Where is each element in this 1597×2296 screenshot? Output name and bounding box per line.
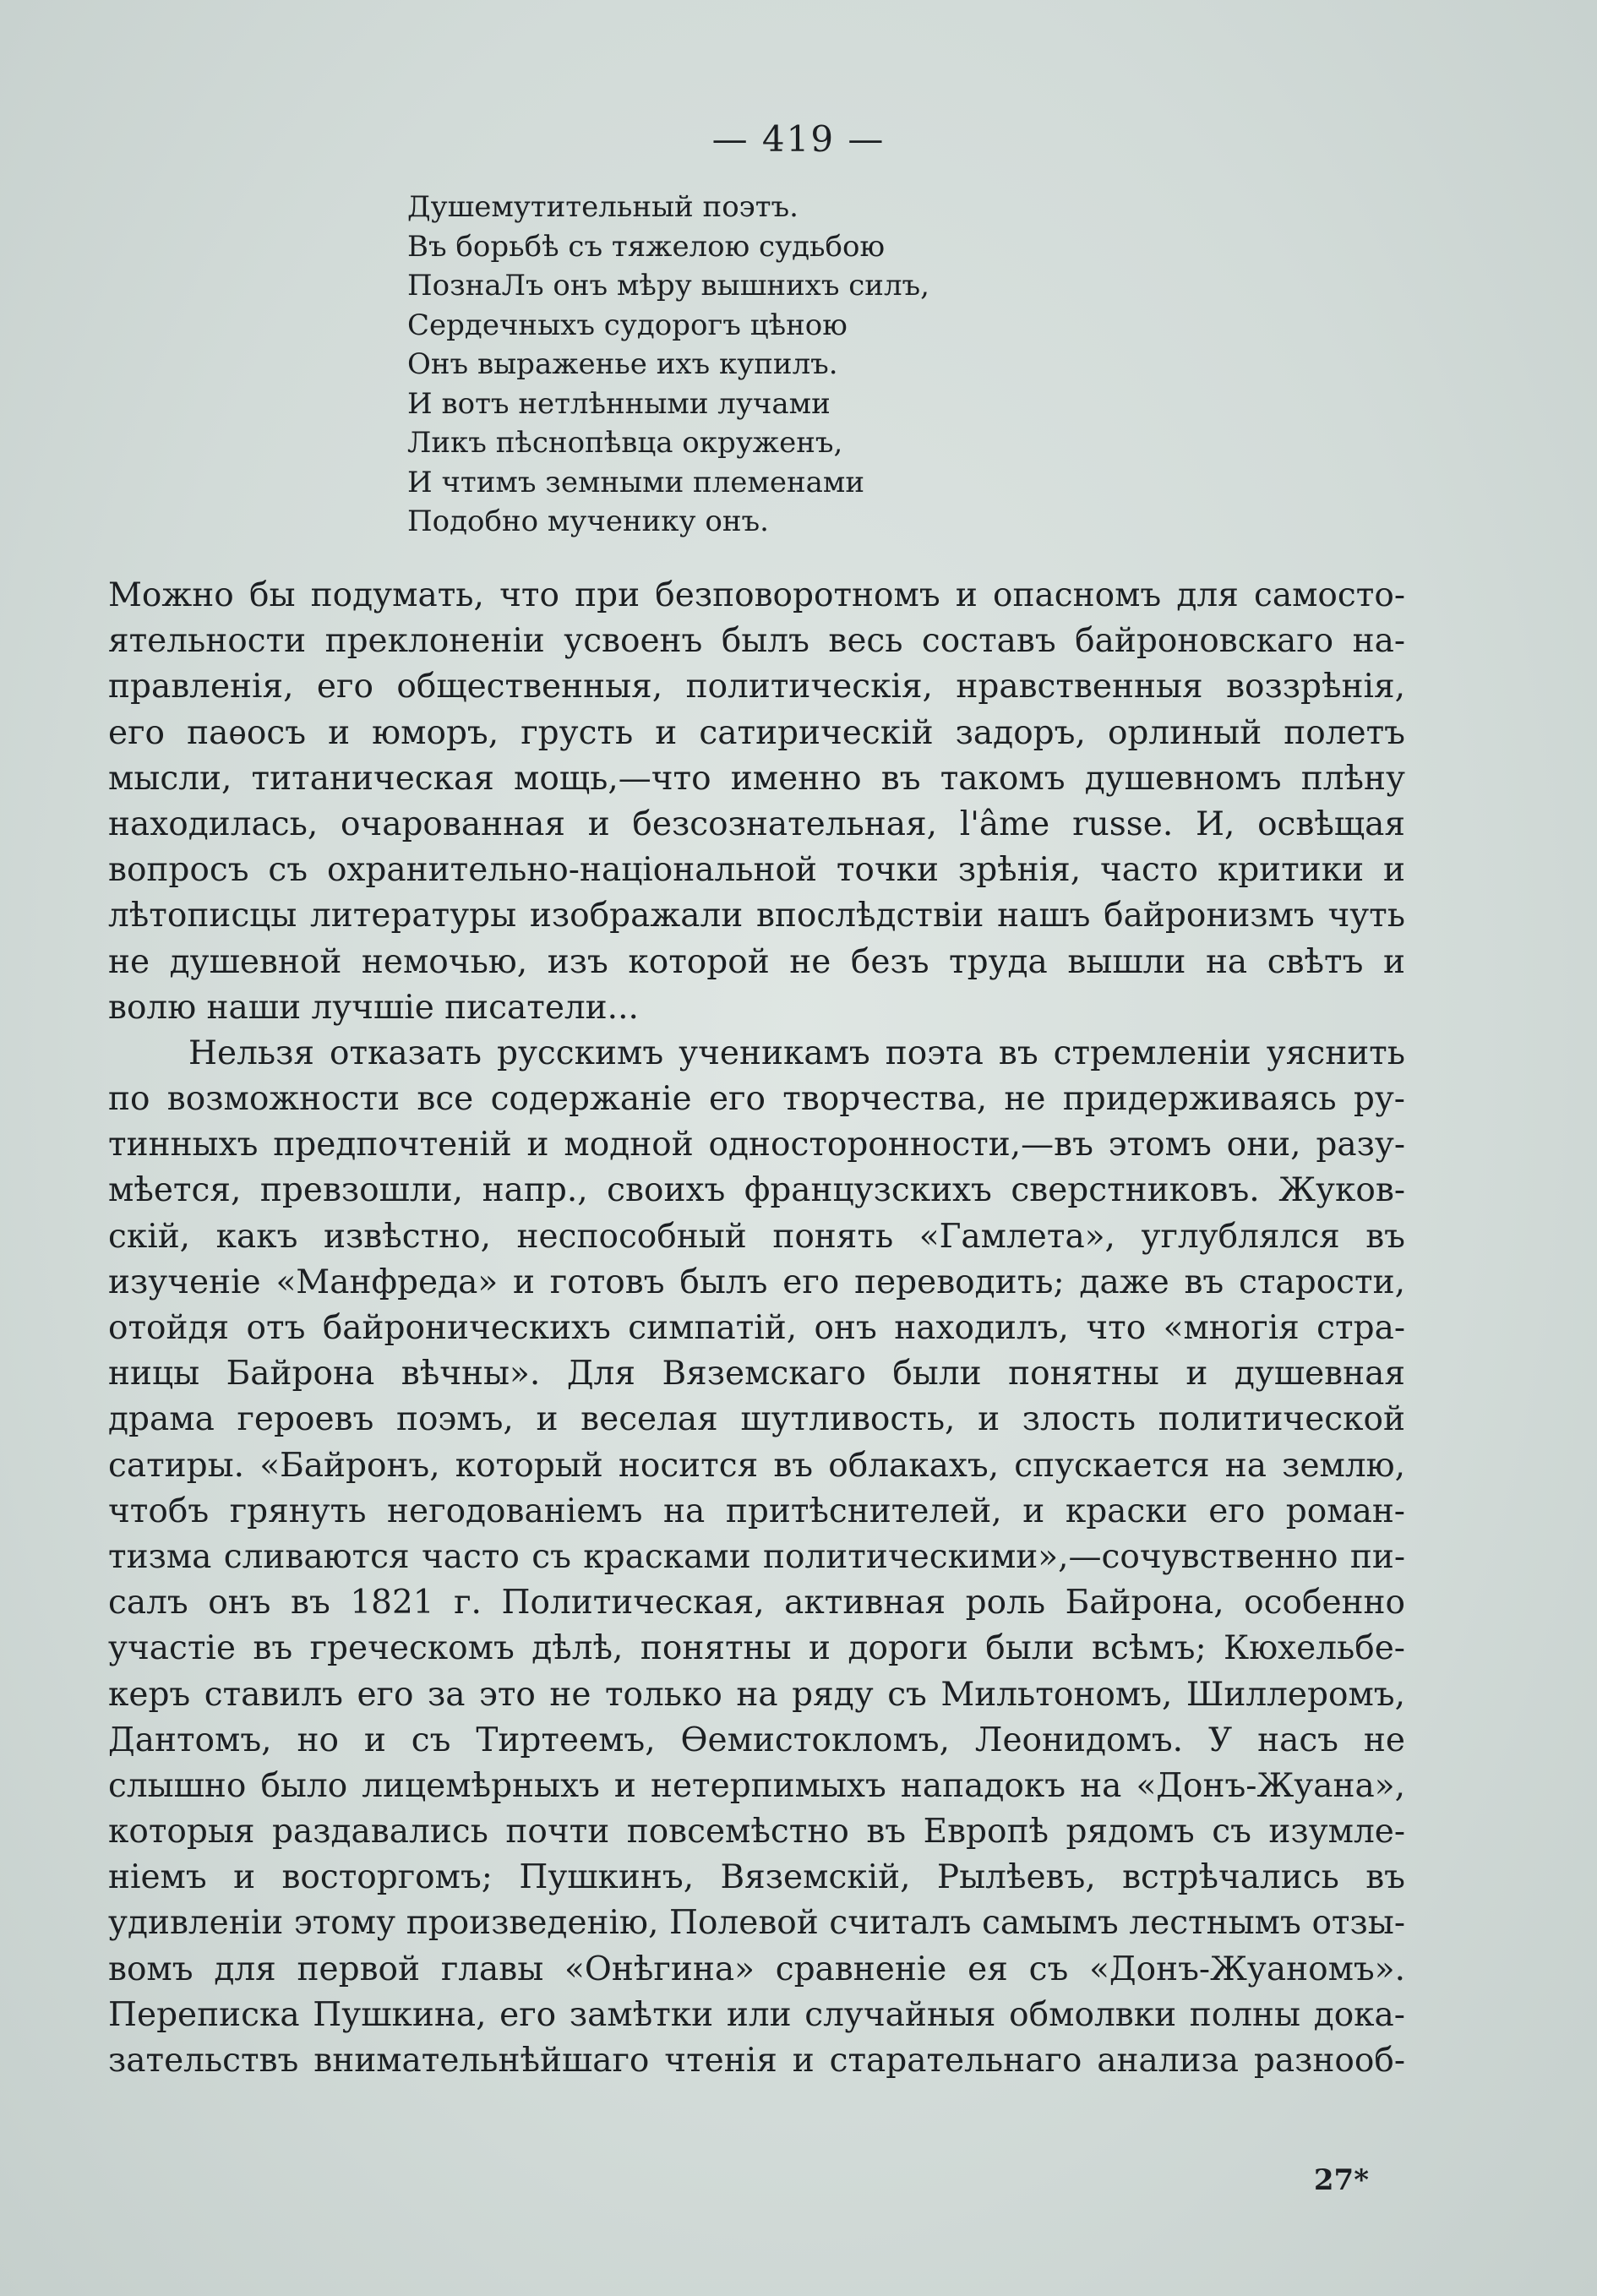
- text-line: его паѳосъ и юморъ, грусть и сатирическій задоръ, орлиный полетъ: [108, 713, 1405, 752]
- text-line: находилась, очарованная и безсознательная, l'âme russe. И, освѣщая: [108, 804, 1405, 843]
- text-line: лѣтописцы литературы изображали впослѣдствіи нашъ байронизмъ чуть: [108, 897, 1405, 935]
- text-line: вомъ для первой главы «Онѣгина» сравненіе ея съ «Донъ-Жуаномъ».: [108, 1950, 1405, 1988]
- text-line: волю наши лучшіе писатели...: [108, 988, 639, 1027]
- paragraph-1: [108, 573, 1405, 1031]
- verse-block: [407, 188, 999, 542]
- verse-line: Сердечныхъ судорогъ цѣною: [407, 308, 848, 342]
- text-line: участіе въ греческомъ дѣлѣ, понятны и дороги были всѣмъ; Кюхельбе-: [108, 1629, 1405, 1668]
- text-line: слышно было лицемѣрныхъ и нетерпимыхъ нападокъ на «Донъ-Жуана»,: [108, 1766, 1405, 1805]
- verse-line: ПознаЛъ онъ мѣру вышнихъ силъ,: [407, 269, 929, 303]
- text-line: тизма сливаются часто съ красками политическими»,—сочувственно пи-: [108, 1537, 1405, 1576]
- text-line: ницы Байрона вѣчны». Для Вяземскаго были понятны и душевная: [108, 1355, 1405, 1393]
- text-line: мѣется, превзошли, напр., своихъ французскихъ сверстниковъ. Жуков-: [108, 1171, 1405, 1210]
- text-line: которыя раздавались почти повсемѣстно въ Европѣ рядомъ съ изумле-: [108, 1813, 1405, 1852]
- text-line: керъ ставилъ его за это не только на ряду съ Мильтономъ, Шиллеромъ,: [108, 1675, 1405, 1714]
- text-line: ніемъ и восторгомъ; Пушкинъ, Вяземскій, Рылѣевъ, встрѣчались въ: [108, 1858, 1405, 1897]
- verse-line: Подобно мученику онъ.: [407, 504, 769, 538]
- verse-line: Ликъ пѣснопѣвца окруженъ,: [407, 426, 843, 460]
- text-line: Дантомъ, но и съ Тиртеемъ, Ѳемистокломъ, Леонидомъ. У насъ не: [108, 1721, 1405, 1759]
- text-line: Нельзя отказать русскимъ ученикамъ поэта въ стремленіи уяснить: [188, 1033, 1405, 1072]
- text-line: зательствъ внимательнѣйшаго чтенія и старательнаго анализа разнооб-: [108, 2042, 1405, 2080]
- verse-line: Въ борьбѣ съ тяжелою судьбою: [407, 229, 886, 264]
- text-line: отойдя отъ байроническихъ симпатій, онъ находилъ, что «многія стра-: [108, 1309, 1405, 1347]
- text-line: мысли, титаническая мощь,—что именно въ такомъ душевномъ плѣну: [108, 759, 1405, 798]
- verse-line: Онъ выраженье ихъ купилъ.: [407, 347, 838, 381]
- text-line: изученіе «Манфреда» и готовъ былъ его переводить; даже въ старости,: [108, 1263, 1405, 1301]
- page-number: — 419 —: [711, 118, 886, 160]
- text-line: правленія, его общественныя, политическія, нравственныя воззрѣнія,: [108, 668, 1405, 706]
- text-line: по возможности все содержаніе его творчества, не придерживаясь ру-: [108, 1080, 1405, 1119]
- verse-line: Душемутительный поэтъ.: [407, 190, 798, 224]
- text-line: салъ онъ въ 1821 г. Политическая, активная роль Байрона, особенно: [108, 1584, 1405, 1622]
- paragraph-2: [108, 1031, 1405, 2084]
- text-line: вопросъ съ охранительно-національной точки зрѣнія, часто критики и: [108, 851, 1405, 890]
- text-line: драма героевъ поэмъ, и веселая шутливость, и злость политической: [108, 1400, 1405, 1439]
- text-line: скій, какъ извѣстно, неспособный понять «Гамлета», углублялся въ: [108, 1217, 1405, 1256]
- text-line: удивленіи этому произведенію, Полевой считалъ самымъ лестнымъ отзы-: [108, 1904, 1405, 1943]
- text-line: сатиры. «Байронъ, который носится въ облакахъ, спускается на землю,: [108, 1446, 1405, 1485]
- text-line: чтобъ грянуть негодованіемъ на притѣснителей, и краски его роман-: [108, 1492, 1405, 1530]
- verse-line: И вотъ нетлѣнными лучами: [407, 386, 831, 421]
- text-line: не душевной немочью, изъ которой не безъ труда вышли на свѣтъ и: [108, 942, 1405, 981]
- body-text: [108, 573, 1405, 2084]
- text-line: тинныхъ предпочтеній и модной односторонности,—въ этомъ они, разу-: [108, 1126, 1405, 1164]
- text-line: ятельности преклоненіи усвоенъ былъ весь составъ байроновскаго на-: [108, 622, 1405, 661]
- text-line: Переписка Пушкина, его замѣтки или случайныя обмолвки полны дока-: [108, 1995, 1405, 2034]
- signature-mark: 27*: [1313, 2163, 1369, 2197]
- text-line: Можно бы подумать, что при безповоротномъ и опасномъ для самосто-: [108, 576, 1405, 614]
- verse-line: И чтимъ земными племенами: [407, 465, 865, 499]
